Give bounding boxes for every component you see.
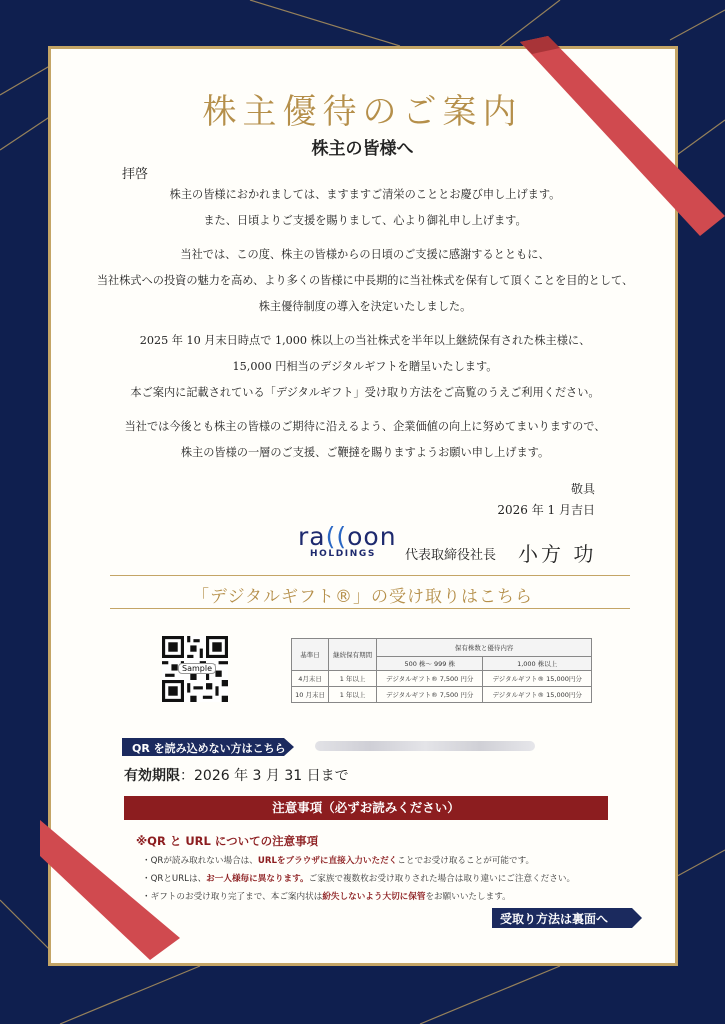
logo-part: oon [347, 522, 397, 551]
expiry-value: ：2026 年 3 月 31 日まで [180, 768, 349, 784]
body-line: 株主の皆様におかれましては、ますますご清栄のこととお慶び申し上げます。 [169, 188, 561, 201]
notice-subheading: ※QR と URL についての注意事項 [136, 834, 319, 848]
company-logo [298, 522, 397, 559]
table-header: 継続保有期間 [329, 639, 377, 671]
notice-list [142, 852, 575, 906]
paragraph-gap [70, 406, 660, 414]
logo-subtext: HOLDINGS [310, 549, 376, 559]
table-cell: デジタルギフト® 15,000円分 [483, 687, 592, 703]
table-row [292, 671, 592, 687]
page-subtitle: 株主の皆様へ [311, 139, 414, 159]
blurred-url[interactable] [315, 741, 535, 751]
paragraph-gap [70, 234, 660, 242]
paragraph-gap [70, 320, 660, 328]
body-line: 株主優待制度の導入を決定いたしました。 [258, 300, 472, 313]
benefit-table [291, 638, 592, 703]
body-line: 当社株式への投資の魅力を高め、より多くの皆様に中長期的に当社株式を保有して頂くことを目的として、 [96, 274, 634, 287]
text: ・ギフトのお受け取り完了まで、本ご案内状は [142, 892, 323, 902]
table-cell: 1 年以上 [329, 687, 377, 703]
page-title: 株主優待のご案内 [202, 92, 523, 132]
text: をお願いいたします。 [425, 892, 511, 902]
representative-title: 代表取締役社長 [405, 548, 497, 563]
qr-fallback-label: QR を読み込めない方はこちら [132, 742, 286, 755]
table-header: 保有株数と優待内容 [377, 639, 592, 657]
list-item [142, 852, 575, 870]
list-item [142, 888, 575, 906]
table-header: 1,000 株以上 [483, 657, 592, 671]
text: ・QRとURLは、 [142, 874, 207, 884]
body-line: 2025 年 10 月末日時点で 1,000 株以上の当社株式を半年以上継続保有された株主様に、 [139, 334, 591, 347]
body-line: 株主の皆様の一層のご支援、ご鞭撻を賜りますようお願い申し上げます。 [180, 446, 550, 459]
divider [110, 608, 630, 609]
table-header: 500 株～ 999 株 [377, 657, 483, 671]
list-item [142, 870, 575, 888]
table-cell: デジタルギフト® 7,500 円分 [377, 671, 483, 687]
body-line: 本ご案内に記載されている「デジタルギフト」受け取り方法をご高覧のうえご利用ください。 [130, 386, 600, 399]
closing-word: 敬具 [570, 482, 595, 496]
body-line: 当社では、この度、株主の皆様からの日頃のご支援に感謝するとともに、 [180, 248, 550, 261]
qr-fallback-link[interactable] [122, 738, 294, 756]
logo-part: ra [298, 522, 326, 551]
logo-part: (( [325, 522, 348, 551]
emphasis: 紛失しないよう大切に保管 [322, 892, 426, 902]
text: ことでお受け取ることが可能です。 [397, 856, 535, 866]
table-cell: 4月末日 [292, 671, 329, 687]
back-page-label: 受取り方法は裏面へ [500, 912, 609, 926]
expiry-line [124, 765, 349, 785]
letter-body [70, 182, 660, 466]
notice-header-bar: 注意事項（必ずお読みください） [124, 796, 608, 820]
greeting: 拝啓 [122, 167, 149, 182]
logo-wordmark [298, 522, 397, 551]
emphasis: お一人様毎に異なります。 [206, 874, 309, 884]
table-cell: 10 月末日 [292, 687, 329, 703]
gift-heading: 「デジタルギフト®」の受け取りはこちら [192, 587, 533, 607]
body-line: また、日頃よりご支援を賜りまして、心より御礼申し上げます。 [203, 214, 527, 227]
text: ・QRが読み取れない場合は、 [142, 856, 258, 866]
table-cell: デジタルギフト® 7,500 円分 [377, 687, 483, 703]
divider [110, 575, 630, 576]
body-line: 当社では今後とも株主の皆様のご期待に沿えるよう、企業価値の向上に努めてまいりますので、 [124, 420, 606, 433]
table-header: 基準日 [292, 639, 329, 671]
table-cell: 1 年以上 [329, 671, 377, 687]
letter-date: 2026 年 1 月吉日 [497, 503, 595, 517]
body-line: 15,000 円相当のデジタルギフトを贈呈いたします。 [232, 360, 498, 373]
table-row [292, 687, 592, 703]
emphasis: URLをブラウザに直接入力いただく [257, 856, 398, 866]
qr-sample-label: Sample [178, 663, 216, 674]
text: ご家族で複数枚お受け取りされた場合は取り違いにご注意ください。 [308, 874, 576, 884]
table-cell: デジタルギフト® 15,000円分 [483, 671, 592, 687]
representative-name: 小方 功 [518, 542, 597, 566]
back-page-link[interactable] [492, 908, 642, 928]
expiry-label: 有効期限 [124, 768, 180, 784]
